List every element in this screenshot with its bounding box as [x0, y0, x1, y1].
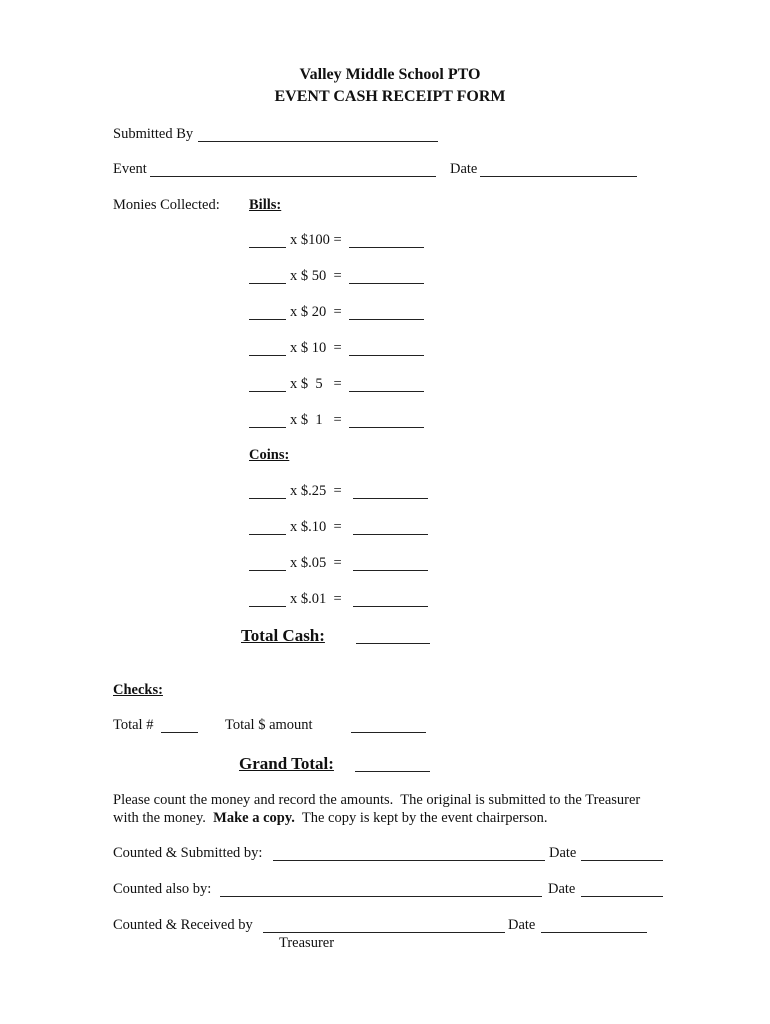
treasurer-label: Treasurer — [279, 935, 335, 951]
event-date-label: Date — [450, 161, 478, 177]
bill-10-amount-field[interactable] — [349, 355, 424, 356]
checks-total-count-field[interactable] — [161, 732, 198, 733]
checks-total-amount-field[interactable] — [351, 732, 426, 733]
coin-05-amount-field[interactable] — [353, 570, 428, 571]
coins-heading: Coins: — [249, 447, 290, 463]
event-field[interactable] — [150, 176, 436, 177]
event-label: Event — [113, 161, 147, 177]
coin-10-label: x $.10 = — [290, 519, 342, 535]
grand-total-label: Grand Total: — [239, 754, 334, 773]
checks-heading: Checks: — [113, 682, 163, 698]
bill-10-count-field[interactable] — [249, 355, 286, 356]
counted-received-date-field[interactable] — [541, 932, 647, 933]
bill-100-count-field[interactable] — [249, 247, 286, 248]
instructions-line1: Please count the money and record the amounts. The original is submitted to the Treasurer — [113, 792, 641, 808]
coin-25-label: x $.25 = — [290, 483, 342, 499]
bill-1-label: x $ 1 = — [290, 412, 342, 428]
instructions-line2-end: The copy is kept by the event chairperson. — [294, 810, 548, 826]
bill-5-count-field[interactable] — [249, 391, 286, 392]
counted-submitted-date-field[interactable] — [581, 860, 663, 861]
counted-also-signature-field[interactable] — [220, 896, 542, 897]
total-cash-label: Total Cash: — [241, 626, 325, 645]
coin-01-label: x $.01 = — [290, 591, 342, 607]
bill-50-amount-field[interactable] — [349, 283, 424, 284]
total-cash-field[interactable] — [356, 643, 430, 644]
form-title-line1: Valley Middle School PTO — [299, 66, 481, 83]
bill-100-label: x $100 = — [290, 232, 342, 248]
coin-01-count-field[interactable] — [249, 606, 286, 607]
checks-total-count-label: Total # — [113, 717, 154, 733]
counted-received-date-label: Date — [508, 917, 536, 933]
counted-submitted-signature-field[interactable] — [273, 860, 545, 861]
coin-05-count-field[interactable] — [249, 570, 286, 571]
bill-5-label: x $ 5 = — [290, 376, 342, 392]
event-date-field[interactable] — [480, 176, 637, 177]
submitted-by-field[interactable] — [198, 141, 438, 142]
counted-submitted-label: Counted & Submitted by: — [113, 845, 263, 861]
counted-received-signature-field[interactable] — [263, 932, 505, 933]
counted-received-label: Counted & Received by — [113, 917, 253, 933]
coin-25-count-field[interactable] — [249, 498, 286, 499]
grand-total-field[interactable] — [355, 771, 430, 772]
form-title-line2: EVENT CASH RECEIPT FORM — [274, 88, 506, 105]
counted-also-label: Counted also by: — [113, 881, 212, 897]
bill-1-count-field[interactable] — [249, 427, 286, 428]
counted-submitted-date-label: Date — [549, 845, 577, 861]
coin-10-count-field[interactable] — [249, 534, 286, 535]
counted-also-date-label: Date — [548, 881, 576, 897]
coin-05-label: x $.05 = — [290, 555, 342, 571]
bill-20-label: x $ 20 = — [290, 304, 342, 320]
bill-20-count-field[interactable] — [249, 319, 286, 320]
checks-total-amount-label: Total $ amount — [225, 717, 313, 733]
monies-collected-label: Monies Collected: — [113, 197, 220, 213]
bill-100-amount-field[interactable] — [349, 247, 424, 248]
bill-10-label: x $ 10 = — [290, 340, 342, 356]
bill-1-amount-field[interactable] — [349, 427, 424, 428]
counted-also-date-field[interactable] — [581, 896, 663, 897]
coin-25-amount-field[interactable] — [353, 498, 428, 499]
instructions-line2-start: with the money. — [113, 810, 214, 826]
bill-5-amount-field[interactable] — [349, 391, 424, 392]
submitted-by-label: Submitted By — [113, 126, 194, 142]
instructions-line2 — [113, 811, 548, 826]
coin-01-amount-field[interactable] — [353, 606, 428, 607]
coin-10-amount-field[interactable] — [353, 534, 428, 535]
bill-20-amount-field[interactable] — [349, 319, 424, 320]
bill-50-count-field[interactable] — [249, 283, 286, 284]
bills-heading: Bills: — [249, 197, 282, 213]
bill-50-label: x $ 50 = — [290, 268, 342, 284]
make-copy-note: Make a copy. — [213, 810, 295, 826]
